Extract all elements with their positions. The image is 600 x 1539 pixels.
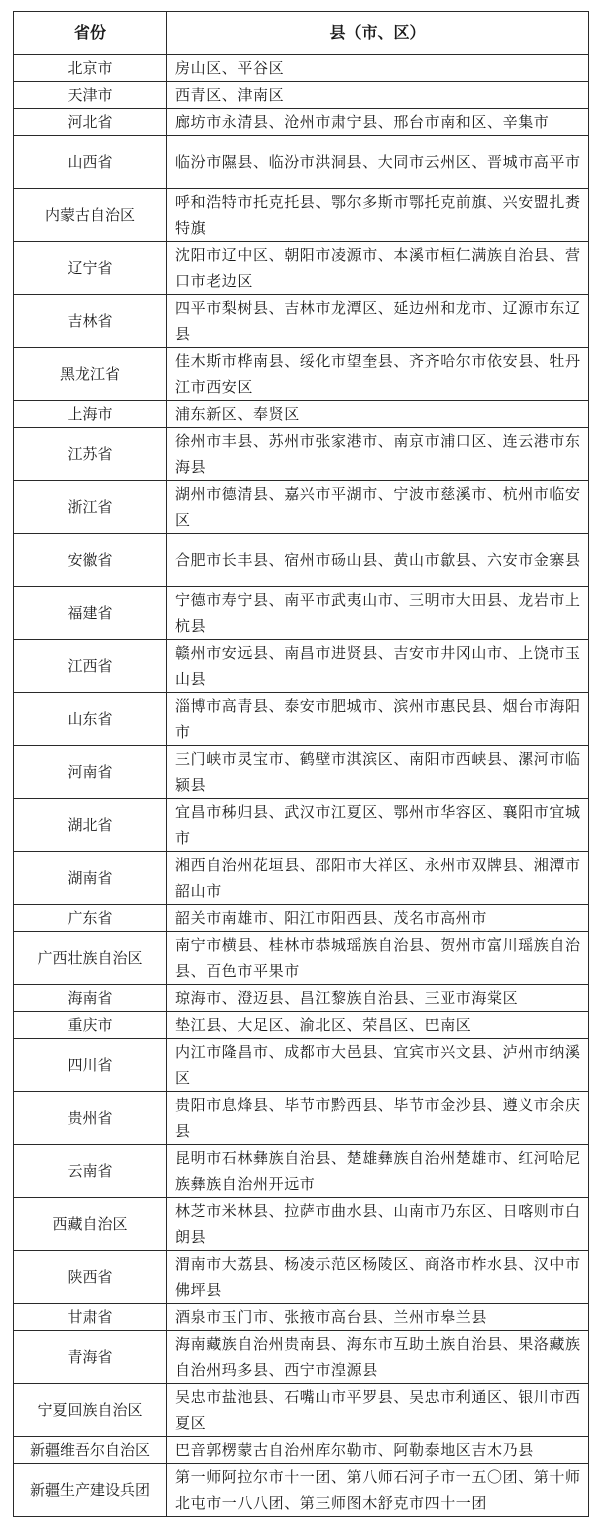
province-cell: 辽宁省 <box>14 242 167 295</box>
province-cell: 河南省 <box>14 746 167 799</box>
counties-cell: 南宁市横县、桂林市恭城瑶族自治县、贺州市富川瑶族自治县、百色市平果市 <box>167 932 589 985</box>
province-cell: 福建省 <box>14 587 167 640</box>
table-row <box>14 1251 589 1304</box>
province-cell: 湖南省 <box>14 852 167 905</box>
table-row <box>14 401 589 428</box>
counties-cell: 四平市梨树县、吉林市龙潭区、延边州和龙市、辽源市东辽县 <box>167 295 589 348</box>
table-row <box>14 1145 589 1198</box>
counties-cell: 房山区、平谷区 <box>167 55 589 82</box>
table-row <box>14 693 589 746</box>
province-cell: 山东省 <box>14 693 167 746</box>
counties-cell: 宁德市寿宁县、南平市武夷山市、三明市大田县、龙岩市上杭县 <box>167 587 589 640</box>
province-cell: 北京市 <box>14 55 167 82</box>
province-cell: 河北省 <box>14 109 167 136</box>
counties-cell: 吴忠市盐池县、石嘴山市平罗县、吴忠市利通区、银川市西夏区 <box>167 1384 589 1437</box>
province-cell: 海南省 <box>14 985 167 1012</box>
counties-cell: 佳木斯市桦南县、绥化市望奎县、齐齐哈尔市依安县、牡丹江市西安区 <box>167 348 589 401</box>
province-cell: 江苏省 <box>14 428 167 481</box>
table-row <box>14 1304 589 1331</box>
counties-cell: 临汾市隰县、临汾市洪洞县、大同市云州区、晋城市高平市 <box>167 136 589 189</box>
province-cell: 广西壮族自治区 <box>14 932 167 985</box>
province-cell: 新疆维吾尔自治区 <box>14 1437 167 1464</box>
table-row <box>14 534 589 587</box>
province-cell: 天津市 <box>14 82 167 109</box>
province-cell: 安徽省 <box>14 534 167 587</box>
counties-cell: 琼海市、澄迈县、昌江黎族自治县、三亚市海棠区 <box>167 985 589 1012</box>
counties-cell: 廊坊市永清县、沧州市肃宁县、邢台市南和区、辛集市 <box>167 109 589 136</box>
counties-cell: 巴音郭楞蒙古自治州库尔勒市、阿勒泰地区吉木乃县 <box>167 1437 589 1464</box>
table-row <box>14 746 589 799</box>
province-cell: 云南省 <box>14 1145 167 1198</box>
counties-cell: 徐州市丰县、苏州市张家港市、南京市浦口区、连云港市东海县 <box>167 428 589 481</box>
counties-cell: 浦东新区、奉贤区 <box>167 401 589 428</box>
counties-cell: 韶关市南雄市、阳江市阳西县、茂名市高州市 <box>167 905 589 932</box>
table-row <box>14 1437 589 1464</box>
header-counties: 县（市、区） <box>167 12 589 55</box>
counties-cell: 呼和浩特市托克托县、鄂尔多斯市鄂托克前旗、兴安盟扎赉特旗 <box>167 189 589 242</box>
province-cell: 新疆生产建设兵团 <box>14 1464 167 1517</box>
table-row <box>14 109 589 136</box>
counties-cell: 垫江县、大足区、渝北区、荣昌区、巴南区 <box>167 1012 589 1039</box>
table-row <box>14 82 589 109</box>
province-cell: 黑龙江省 <box>14 348 167 401</box>
province-cell: 广东省 <box>14 905 167 932</box>
table-row <box>14 587 589 640</box>
counties-cell: 淄博市高青县、泰安市肥城市、滨州市惠民县、烟台市海阳市 <box>167 693 589 746</box>
table-body <box>14 55 589 1517</box>
table-row <box>14 348 589 401</box>
table-row <box>14 136 589 189</box>
province-cell: 陕西省 <box>14 1251 167 1304</box>
province-cell: 甘肃省 <box>14 1304 167 1331</box>
table-row <box>14 242 589 295</box>
province-cell: 西藏自治区 <box>14 1198 167 1251</box>
counties-cell: 湖州市德清县、嘉兴市平湖市、宁波市慈溪市、杭州市临安区 <box>167 481 589 534</box>
counties-cell: 赣州市安远县、南昌市进贤县、吉安市井冈山市、上饶市玉山县 <box>167 640 589 693</box>
province-cell: 重庆市 <box>14 1012 167 1039</box>
table-row <box>14 799 589 852</box>
counties-cell: 西青区、津南区 <box>167 82 589 109</box>
counties-cell: 海南藏族自治州贵南县、海东市互助土族自治县、果洛藏族自治州玛多县、西宁市湟源县 <box>167 1331 589 1384</box>
table-row <box>14 1384 589 1437</box>
table-row <box>14 1331 589 1384</box>
province-cell: 宁夏回族自治区 <box>14 1384 167 1437</box>
counties-cell: 三门峡市灵宝市、鹤壁市淇滨区、南阳市西峡县、漯河市临颍县 <box>167 746 589 799</box>
county-list-table <box>13 11 589 1517</box>
province-cell: 内蒙古自治区 <box>14 189 167 242</box>
table-row <box>14 985 589 1012</box>
province-cell: 山西省 <box>14 136 167 189</box>
table-row <box>14 932 589 985</box>
table-row <box>14 1039 589 1092</box>
counties-cell: 湘西自治州花垣县、邵阳市大祥区、永州市双牌县、湘潭市韶山市 <box>167 852 589 905</box>
table-row <box>14 55 589 82</box>
table-row <box>14 1464 589 1517</box>
table-row <box>14 852 589 905</box>
counties-cell: 酒泉市玉门市、张掖市高台县、兰州市皋兰县 <box>167 1304 589 1331</box>
province-cell: 江西省 <box>14 640 167 693</box>
province-cell: 上海市 <box>14 401 167 428</box>
counties-cell: 内江市隆昌市、成都市大邑县、宜宾市兴文县、泸州市纳溪区 <box>167 1039 589 1092</box>
header-row <box>14 12 589 55</box>
province-cell: 湖北省 <box>14 799 167 852</box>
header-province: 省份 <box>14 12 167 55</box>
table-row <box>14 1198 589 1251</box>
counties-cell: 林芝市米林县、拉萨市曲水县、山南市乃东区、日喀则市白朗县 <box>167 1198 589 1251</box>
counties-cell: 合肥市长丰县、宿州市砀山县、黄山市歙县、六安市金寨县 <box>167 534 589 587</box>
table-row <box>14 189 589 242</box>
table-row <box>14 481 589 534</box>
counties-cell: 渭南市大荔县、杨凌示范区杨陵区、商洛市柞水县、汉中市佛坪县 <box>167 1251 589 1304</box>
province-cell: 吉林省 <box>14 295 167 348</box>
counties-cell: 第一师阿拉尔市十一团、第八师石河子市一五〇团、第十师北屯市一八八团、第三师图木舒克市四十一团 <box>167 1464 589 1517</box>
counties-cell: 贵阳市息烽县、毕节市黔西县、毕节市金沙县、遵义市余庆县 <box>167 1092 589 1145</box>
table-row <box>14 428 589 481</box>
province-cell: 贵州省 <box>14 1092 167 1145</box>
province-cell: 四川省 <box>14 1039 167 1092</box>
table-row <box>14 640 589 693</box>
table-row <box>14 1092 589 1145</box>
province-cell: 青海省 <box>14 1331 167 1384</box>
table-row <box>14 905 589 932</box>
counties-cell: 沈阳市辽中区、朝阳市凌源市、本溪市桓仁满族自治县、营口市老边区 <box>167 242 589 295</box>
counties-cell: 昆明市石林彝族自治县、楚雄彝族自治州楚雄市、红河哈尼族彝族自治州开远市 <box>167 1145 589 1198</box>
province-cell: 浙江省 <box>14 481 167 534</box>
table-row <box>14 1012 589 1039</box>
table-row <box>14 295 589 348</box>
counties-cell: 宜昌市秭归县、武汉市江夏区、鄂州市华容区、襄阳市宜城市 <box>167 799 589 852</box>
